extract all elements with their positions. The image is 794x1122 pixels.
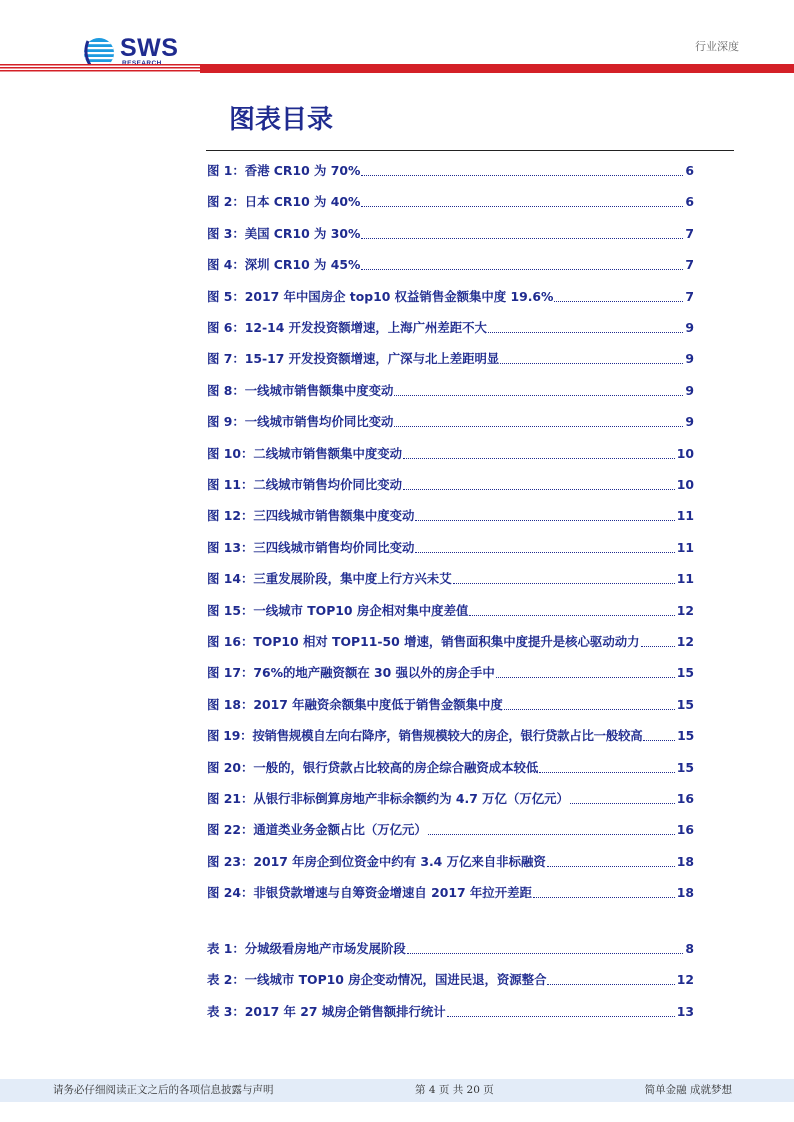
toc-entry-page: 13 [676,1003,694,1019]
toc-entry-page: 9 [685,414,694,430]
toc-entry-label: 图 19：按销售规模自左向右降序，销售规模较大的房企，银行贷款占比一般较高 [207,728,643,744]
dot-leader [447,1016,675,1017]
toc-entry-label: 表 1：分城级看房地产市场发展阶段 [207,941,406,956]
toc-entry-figure[interactable] [207,570,694,588]
toc-entry-label: 图 15：一线城市 TOP10 房企相对集中度差值 [207,602,469,618]
toc-entry-page: 7 [685,225,694,241]
toc-entry-page: 8 [685,941,694,956]
header-rule-stripes [0,64,200,73]
toc-entry-label: 图 24：非银贷款增速与自筹资金增速自 2017 年拉开差距 [207,885,532,901]
logo-brand-text: SWS [120,34,179,62]
toc-entry-page: 16 [676,822,694,838]
toc-entry-label: 图 8：一线城市销售额集中度变动 [207,382,394,398]
toc-entry-page: 6 [685,194,694,210]
dot-leader [500,363,683,364]
toc-entry-label: 图 18：2017 年融资余额集中度低于销售金额集中度 [207,696,503,712]
footer-slogan: 简单金融 成就梦想 [644,1084,732,1096]
footer-page-info: 第 4 页 共 20 页 [415,1084,494,1096]
toc-entry-figure[interactable] [207,602,694,620]
toc-entry-label: 图 5：2017 年中国房企 top10 权益销售金额集中度 19.6% [207,288,554,304]
toc-entry-label: 图 7：15-17 开发投资额增速，广深与北上差距明显 [207,351,500,367]
dot-leader [428,834,675,835]
toc-entry-page: 7 [685,257,694,273]
toc-entry-page: 12 [676,634,694,649]
toc-entry-page: 12 [676,602,694,618]
toc-entry-figure[interactable] [207,759,694,777]
dot-leader [453,583,675,584]
toc-entry-figure[interactable] [207,790,694,808]
toc-entry-label: 图 6：12-14 开发投资额增速，上海广州差距不大 [207,320,487,335]
toc-entry-figure[interactable] [207,445,694,463]
dot-leader [539,772,674,773]
toc-entry-figure[interactable] [207,727,694,745]
toc-entry-figure[interactable] [207,382,694,400]
dot-leader [361,269,683,270]
toc-entry-page: 10 [676,445,694,461]
dot-leader [469,615,674,616]
toc-entry-page: 18 [676,885,694,901]
toc-entry-page: 9 [685,320,694,335]
dot-leader [533,897,675,898]
dot-leader [394,395,683,396]
toc-entry-page: 15 [676,759,694,775]
toc-entry-figure[interactable] [207,539,694,557]
dot-leader [504,709,675,710]
dot-leader [554,301,683,302]
toc-entry-figure[interactable] [207,696,694,714]
toc-entry-figure[interactable] [207,821,694,839]
toc-entry-page: 15 [676,665,694,681]
toc-entry-figure[interactable] [207,853,694,871]
toc-entry-figure[interactable] [207,413,694,431]
dot-leader [403,458,675,459]
toc-entry-figure[interactable] [207,256,694,274]
toc-entry-table[interactable] [207,971,694,989]
toc-entry-label: 图 14：三重发展阶段，集中度上行方兴未艾 [207,571,452,587]
dot-leader [488,332,683,333]
toc-entry-label: 图 12：三四线城市销售额集中度变动 [207,508,415,524]
toc-entry-figure[interactable] [207,476,694,494]
title-divider [206,150,734,151]
toc-entry-label: 图 11：二线城市销售均价同比变动 [207,477,403,492]
dot-leader [643,740,675,741]
toc-entry-figure[interactable] [207,350,694,368]
toc-entry-figure[interactable] [207,288,694,306]
toc-entry-label: 图 10：二线城市销售额集中度变动 [207,445,403,461]
dot-leader [361,238,683,239]
toc-entry-page: 10 [676,477,694,492]
toc-entry-label: 图 22：通道类业务金额占比（万亿元） [207,822,427,838]
toc-entry-label: 图 13：三四线城市销售均价同比变动 [207,539,415,555]
dot-leader [361,206,683,207]
dot-leader [570,803,675,804]
dot-leader [547,984,674,985]
toc-entry-figure[interactable] [207,633,694,651]
toc-entry-page: 7 [685,288,694,304]
toc-entry-page: 9 [685,351,694,367]
dot-leader [415,552,674,553]
toc-entry-label: 图 16：TOP10 相对 TOP11-50 增速，销售面积集中度提升是核心驱动动力 [207,634,640,649]
toc-entry-page: 11 [676,571,694,587]
toc-entry-label: 图 2：日本 CR10 为 40% [207,194,361,210]
dot-leader [361,175,683,176]
dot-leader [403,489,675,490]
toc-entry-figure[interactable] [207,884,694,902]
toc-entry-page: 16 [676,791,694,806]
toc-entry-label: 图 20：一般的，银行贷款占比较高的房企综合融资成本较低 [207,759,539,775]
toc-entry-label: 表 3：2017 年 27 城房企销售额排行统计 [207,1003,446,1019]
toc-entry-label: 表 2：一线城市 TOP10 房企变动情况，国进民退，资源整合 [207,972,547,988]
toc-entry-page: 15 [677,728,694,744]
dot-leader [641,646,675,647]
toc-entry-page: 9 [685,382,694,398]
footer-disclaimer: 请务必仔细阅读正文之后的各项信息披露与声明 [53,1084,274,1096]
toc-entry-label: 图 3：美国 CR10 为 30% [207,225,361,241]
toc-entry-figure[interactable] [207,664,694,682]
toc-entry-page: 6 [685,163,694,178]
dot-leader [407,953,684,954]
toc-entry-page: 12 [676,972,694,988]
toc-entry-figure[interactable] [207,162,694,180]
page-title: 图表目录 [229,105,334,135]
toc-entry-table[interactable] [207,940,694,958]
header-rule [0,64,794,73]
toc-entry-figure[interactable] [207,225,694,243]
toc-entry-page: 18 [676,853,694,869]
header-rule-solid [200,64,794,73]
toc-entry-label: 图 23：2017 年房企到位资金中约有 3.4 万亿来自非标融资 [207,853,546,869]
dot-leader [394,426,683,427]
toc-entry-page: 15 [676,696,694,712]
toc-entry-label: 图 1：香港 CR10 为 70% [207,163,361,178]
dot-leader [547,866,675,867]
toc-entry-page: 11 [676,539,694,555]
dot-leader [415,520,674,521]
toc-entry-label: 图 4：深圳 CR10 为 45% [207,257,361,273]
toc-entry-page: 11 [676,508,694,524]
toc-entry-label: 图 21：从银行非标倒算房地产非标余额约为 4.7 万亿（万亿元） [207,791,569,806]
toc-entry-figure[interactable] [207,319,694,337]
toc-entry-figure[interactable] [207,193,694,211]
toc-entry-table[interactable] [207,1003,694,1021]
document-type-label: 行业深度 [695,40,739,53]
toc-entry-figure[interactable] [207,507,694,525]
dot-leader [496,677,675,678]
toc-entry-label: 图 17：76%的地产融资额在 30 强以外的房企手中 [207,665,495,681]
toc-entry-label: 图 9：一线城市销售均价同比变动 [207,414,394,430]
